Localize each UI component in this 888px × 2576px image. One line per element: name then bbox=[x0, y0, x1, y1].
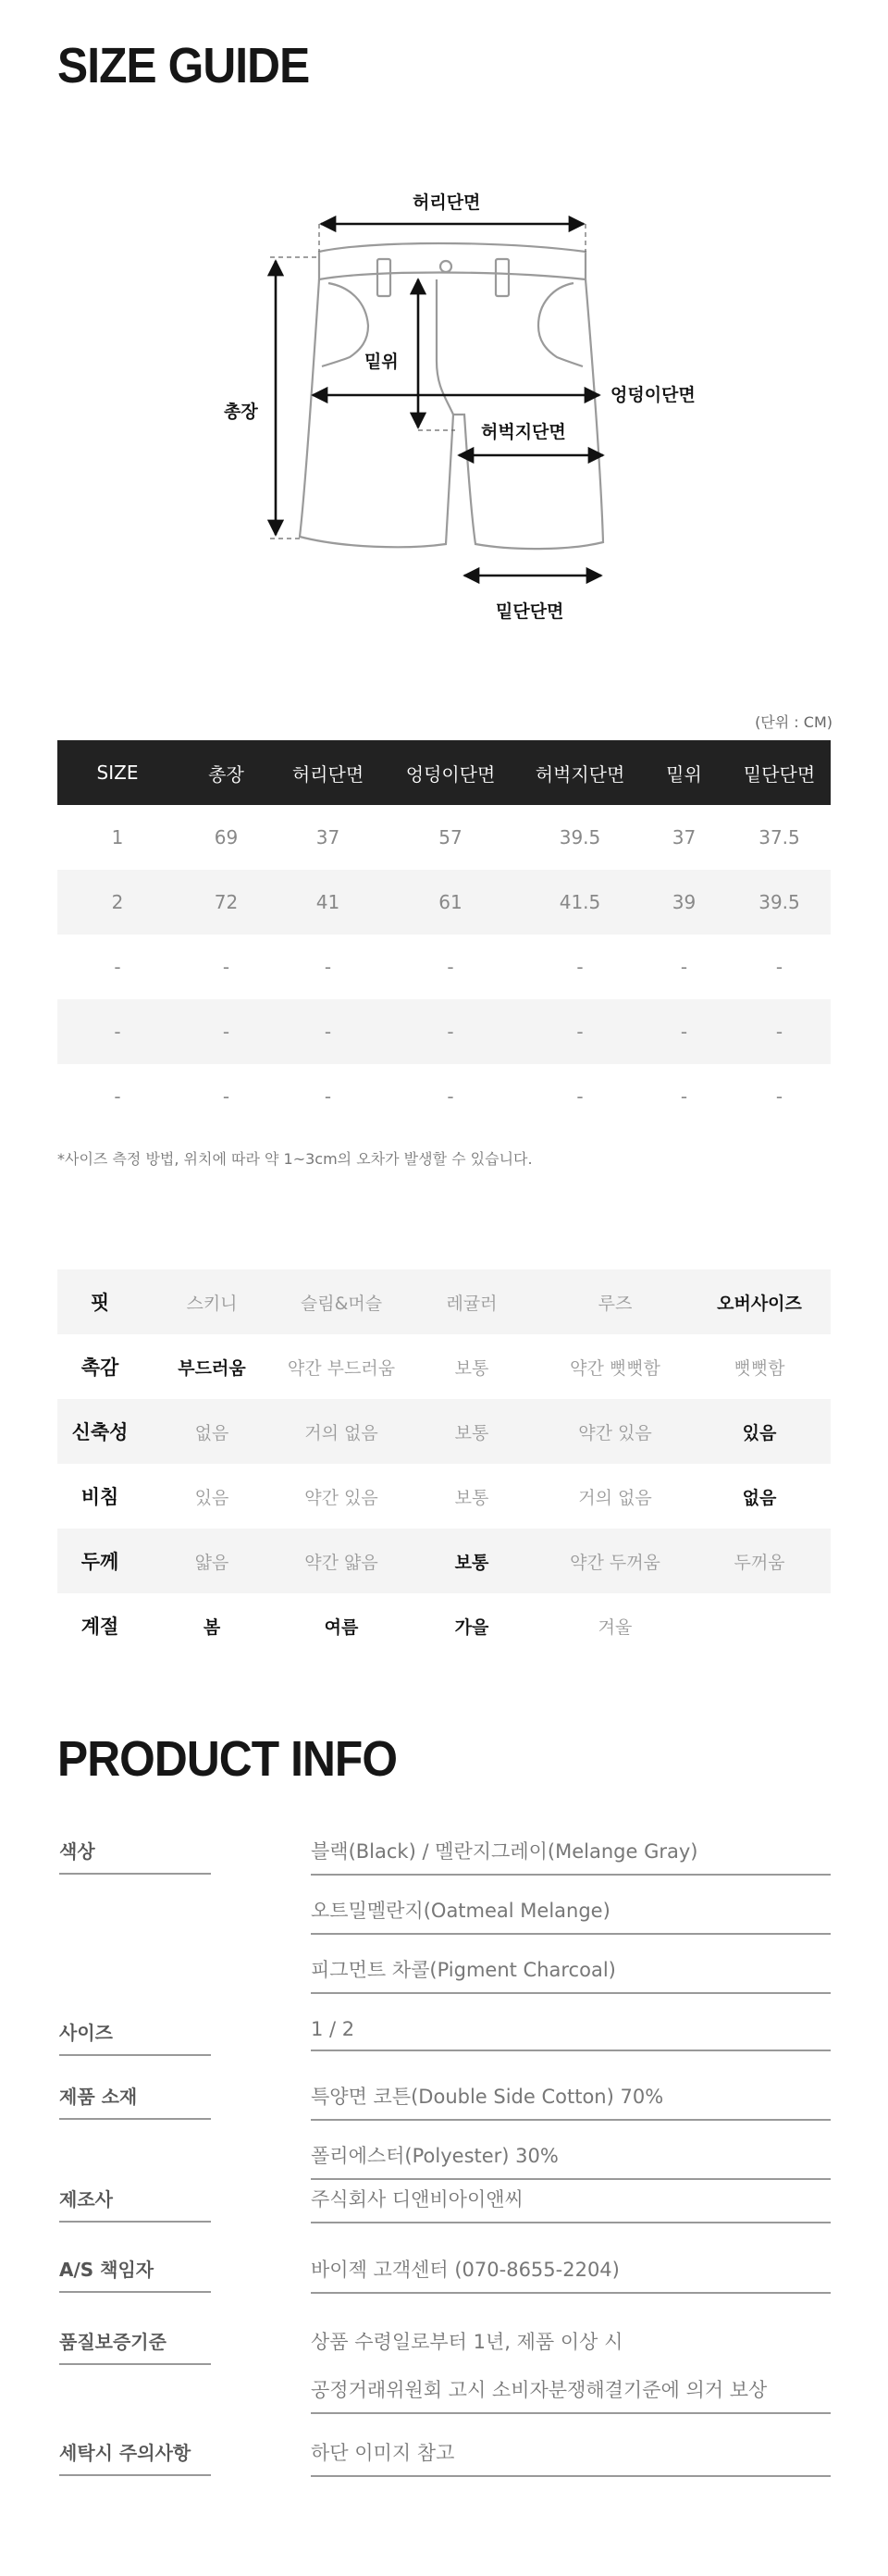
size-table-cell: - bbox=[178, 999, 275, 1064]
shorts-outline-illustration bbox=[204, 176, 722, 638]
shorts-measurement-diagram bbox=[204, 176, 722, 638]
fit-option: 겨울 bbox=[598, 1616, 633, 1638]
product-info-value: 공정거래위원회 고시 소비자분쟁해결기준에 의거 보상 bbox=[311, 2375, 831, 2414]
fit-option: 거의 없음 bbox=[578, 1487, 652, 1508]
fit-option: 약간 부드러움 bbox=[287, 1357, 396, 1379]
fit-chart-body bbox=[57, 1269, 831, 1658]
size-table-header-row bbox=[57, 740, 831, 805]
size-table-cell: - bbox=[222, 1085, 230, 1108]
product-info-value: 주식회사 디앤비아이앤씨 bbox=[311, 2185, 831, 2223]
size-table-header: 엉덩이단면 bbox=[381, 740, 520, 805]
size-table-cell: 37 bbox=[315, 826, 340, 848]
fit-chart-row bbox=[57, 1593, 831, 1658]
size-table-cell: - bbox=[447, 1085, 454, 1108]
size-table-cell: - bbox=[114, 956, 121, 978]
size-table-cell: - bbox=[775, 956, 783, 978]
product-info-label: 제품 소재 bbox=[59, 2082, 211, 2120]
fit-option: 루즈 bbox=[542, 1269, 688, 1334]
fit-option: 얇음 bbox=[142, 1529, 281, 1593]
size-table-cell: - bbox=[576, 1085, 584, 1108]
size-table-cell: 72 bbox=[178, 870, 275, 935]
fit-option: 보통 bbox=[454, 1487, 489, 1508]
size-table-cell: - bbox=[57, 999, 178, 1064]
product-info-values bbox=[311, 2018, 831, 2051]
size-table-row bbox=[57, 1064, 831, 1129]
fit-chart-row-label: 신축성 bbox=[57, 1399, 142, 1464]
size-table-cell: - bbox=[680, 1085, 688, 1108]
size-table-header: 총장 bbox=[178, 740, 275, 805]
product-info-values bbox=[311, 2255, 831, 2294]
product-info-label: 색상 bbox=[59, 1837, 211, 1875]
size-table-cell: - bbox=[520, 999, 640, 1064]
product-info-label: 품질보증기준 bbox=[59, 2327, 211, 2365]
size-table-cell: - bbox=[275, 999, 381, 1064]
size-table-header: 허벅지단면 bbox=[520, 740, 640, 805]
product-info-value: 하단 이미지 참고 bbox=[311, 2438, 831, 2477]
size-table-cell: 39.5 bbox=[728, 870, 831, 935]
thigh-label: 허벅지단면 bbox=[481, 422, 566, 442]
size-table bbox=[57, 740, 831, 1129]
size-table-header: 밑위 bbox=[640, 740, 728, 805]
size-table-cell: 2 bbox=[57, 870, 178, 935]
product-info-value: 피그먼트 차콜(Pigment Charcoal) bbox=[311, 1955, 831, 1994]
product-info-values bbox=[311, 2185, 831, 2223]
product-info-row bbox=[57, 2255, 831, 2314]
size-table-cell: 41.5 bbox=[520, 870, 640, 935]
fit-option-selected: 오버사이즈 bbox=[688, 1269, 831, 1334]
fit-option-selected: 보통 bbox=[401, 1529, 542, 1593]
fit-option: 약간 두꺼움 bbox=[542, 1529, 688, 1593]
fit-option: 약간 얇음 bbox=[281, 1529, 401, 1593]
product-info-row bbox=[57, 2082, 831, 2200]
size-table-row bbox=[57, 870, 831, 935]
fit-chart-row-label: 비침 bbox=[80, 1486, 119, 1508]
size-table-cell: - bbox=[222, 956, 230, 978]
size-table-cell: - bbox=[576, 956, 584, 978]
size-table-cell: 57 bbox=[438, 826, 462, 848]
fit-option-selected: 부드러움 bbox=[178, 1357, 246, 1379]
hem-label: 밑단단면 bbox=[496, 601, 564, 622]
fit-chart-row-label: 촉감 bbox=[80, 1356, 119, 1379]
product-info-value: 1 / 2 bbox=[311, 2018, 831, 2051]
size-table-cell: - bbox=[114, 1085, 121, 1108]
size-table-header: 밑단단면 bbox=[728, 740, 831, 805]
size-table-cell: - bbox=[381, 999, 520, 1064]
size-table-cell: - bbox=[728, 999, 831, 1064]
fit-option: 있음 bbox=[194, 1487, 229, 1508]
product-info-row bbox=[57, 1837, 831, 2014]
fit-chart-row-label: 계절 bbox=[80, 1616, 119, 1638]
size-guide-title: SIZE GUIDE bbox=[57, 38, 310, 93]
size-table-cell: 41 bbox=[275, 870, 381, 935]
fit-option: 보통 bbox=[401, 1399, 542, 1464]
size-table-cell: - bbox=[680, 956, 688, 978]
size-table-header: SIZE bbox=[57, 740, 178, 805]
fit-option: 약간 있음 bbox=[542, 1399, 688, 1464]
size-table-cell: 39 bbox=[640, 870, 728, 935]
fit-option-selected: 여름 bbox=[324, 1616, 359, 1638]
fit-option: 레귤러 bbox=[401, 1269, 542, 1334]
size-table-cell: 37.5 bbox=[758, 826, 800, 848]
fit-option: 거의 없음 bbox=[281, 1399, 401, 1464]
product-info-value: 폴리에스터(Polyester) 30% bbox=[311, 2141, 831, 2180]
fit-chart-table bbox=[57, 1269, 831, 1658]
product-info-label: 제조사 bbox=[59, 2185, 211, 2223]
product-info-values bbox=[311, 2327, 831, 2414]
fit-chart-row bbox=[57, 1464, 831, 1529]
fit-option: 뻣뻣함 bbox=[734, 1357, 785, 1379]
product-info-value: 블랙(Black) / 멜란지그레이(Melange Gray) bbox=[311, 1837, 831, 1876]
waist-label: 허리단면 bbox=[413, 192, 481, 213]
product-info-values bbox=[311, 2438, 831, 2477]
size-table-row bbox=[57, 999, 831, 1064]
product-info-label: A/S 책임자 bbox=[59, 2255, 211, 2293]
product-info-values bbox=[311, 1837, 831, 1994]
fit-option-selected: 봄 bbox=[203, 1616, 221, 1638]
product-info-title: PRODUCT INFO bbox=[57, 1731, 398, 1787]
fit-option-selected: 없음 bbox=[742, 1487, 777, 1508]
product-info-values bbox=[311, 2082, 831, 2180]
fit-option: 보통 bbox=[454, 1357, 489, 1379]
size-table-body bbox=[57, 805, 831, 1129]
product-info-value: 오트밀멜란지(Oatmeal Melange) bbox=[311, 1896, 831, 1935]
unit-label: (단위 : CM) bbox=[755, 713, 832, 731]
fit-option bbox=[688, 1593, 831, 1658]
size-table-row bbox=[57, 805, 831, 870]
product-info-value: 상품 수령일로부터 1년, 제품 이상 시 bbox=[311, 2331, 623, 2353]
fit-chart-row bbox=[57, 1399, 831, 1464]
size-table-cell: - bbox=[640, 999, 728, 1064]
fit-chart-row bbox=[57, 1269, 831, 1334]
size-table-cell: - bbox=[324, 1085, 332, 1108]
size-table-cell: 39.5 bbox=[559, 826, 601, 848]
fit-chart-row-label: 핏 bbox=[57, 1269, 142, 1334]
product-info-label: 세탁시 주의사항 bbox=[59, 2438, 211, 2476]
fit-option: 없음 bbox=[142, 1399, 281, 1464]
fit-chart-row bbox=[57, 1529, 831, 1593]
measurement-note: *사이즈 측정 방법, 위치에 따라 약 1~3cm의 오차가 발생할 수 있습니다. bbox=[57, 1150, 533, 1168]
size-table-cell: 1 bbox=[111, 826, 124, 848]
size-table-cell: 69 bbox=[214, 826, 239, 848]
hip-label: 엉덩이단면 bbox=[610, 385, 696, 405]
product-info-value: 바이젝 고객센터 (070-8655-2204) bbox=[311, 2255, 831, 2294]
product-info-row bbox=[57, 2018, 831, 2072]
size-table-cell: - bbox=[447, 956, 454, 978]
size-table-row bbox=[57, 935, 831, 999]
size-table-header: 허리단면 bbox=[275, 740, 381, 805]
fit-option: 스키니 bbox=[142, 1269, 281, 1334]
total-length-label: 총장 bbox=[224, 402, 258, 422]
size-table-cell: 61 bbox=[381, 870, 520, 935]
fit-option-selected: 있음 bbox=[688, 1399, 831, 1464]
size-table-cell: - bbox=[775, 1085, 783, 1108]
fit-option: 두꺼움 bbox=[688, 1529, 831, 1593]
fit-option: 슬림&머슬 bbox=[281, 1269, 401, 1334]
product-info-row bbox=[57, 2185, 831, 2244]
fit-option-selected: 가을 bbox=[454, 1616, 489, 1638]
product-info-label: 사이즈 bbox=[59, 2018, 211, 2056]
product-info-row bbox=[57, 2327, 831, 2434]
size-table-cell: - bbox=[324, 956, 332, 978]
fit-chart-row bbox=[57, 1334, 831, 1399]
rise-label: 밑위 bbox=[364, 352, 399, 372]
size-table-cell: 37 bbox=[672, 826, 697, 848]
fit-chart-row-label: 두께 bbox=[57, 1529, 142, 1593]
fit-option: 약간 뻣뻣함 bbox=[570, 1357, 660, 1379]
fit-option: 약간 있음 bbox=[304, 1487, 378, 1508]
product-info-value: 특양면 코튼(Double Side Cotton) 70% bbox=[311, 2082, 831, 2121]
product-info-row bbox=[57, 2438, 831, 2497]
